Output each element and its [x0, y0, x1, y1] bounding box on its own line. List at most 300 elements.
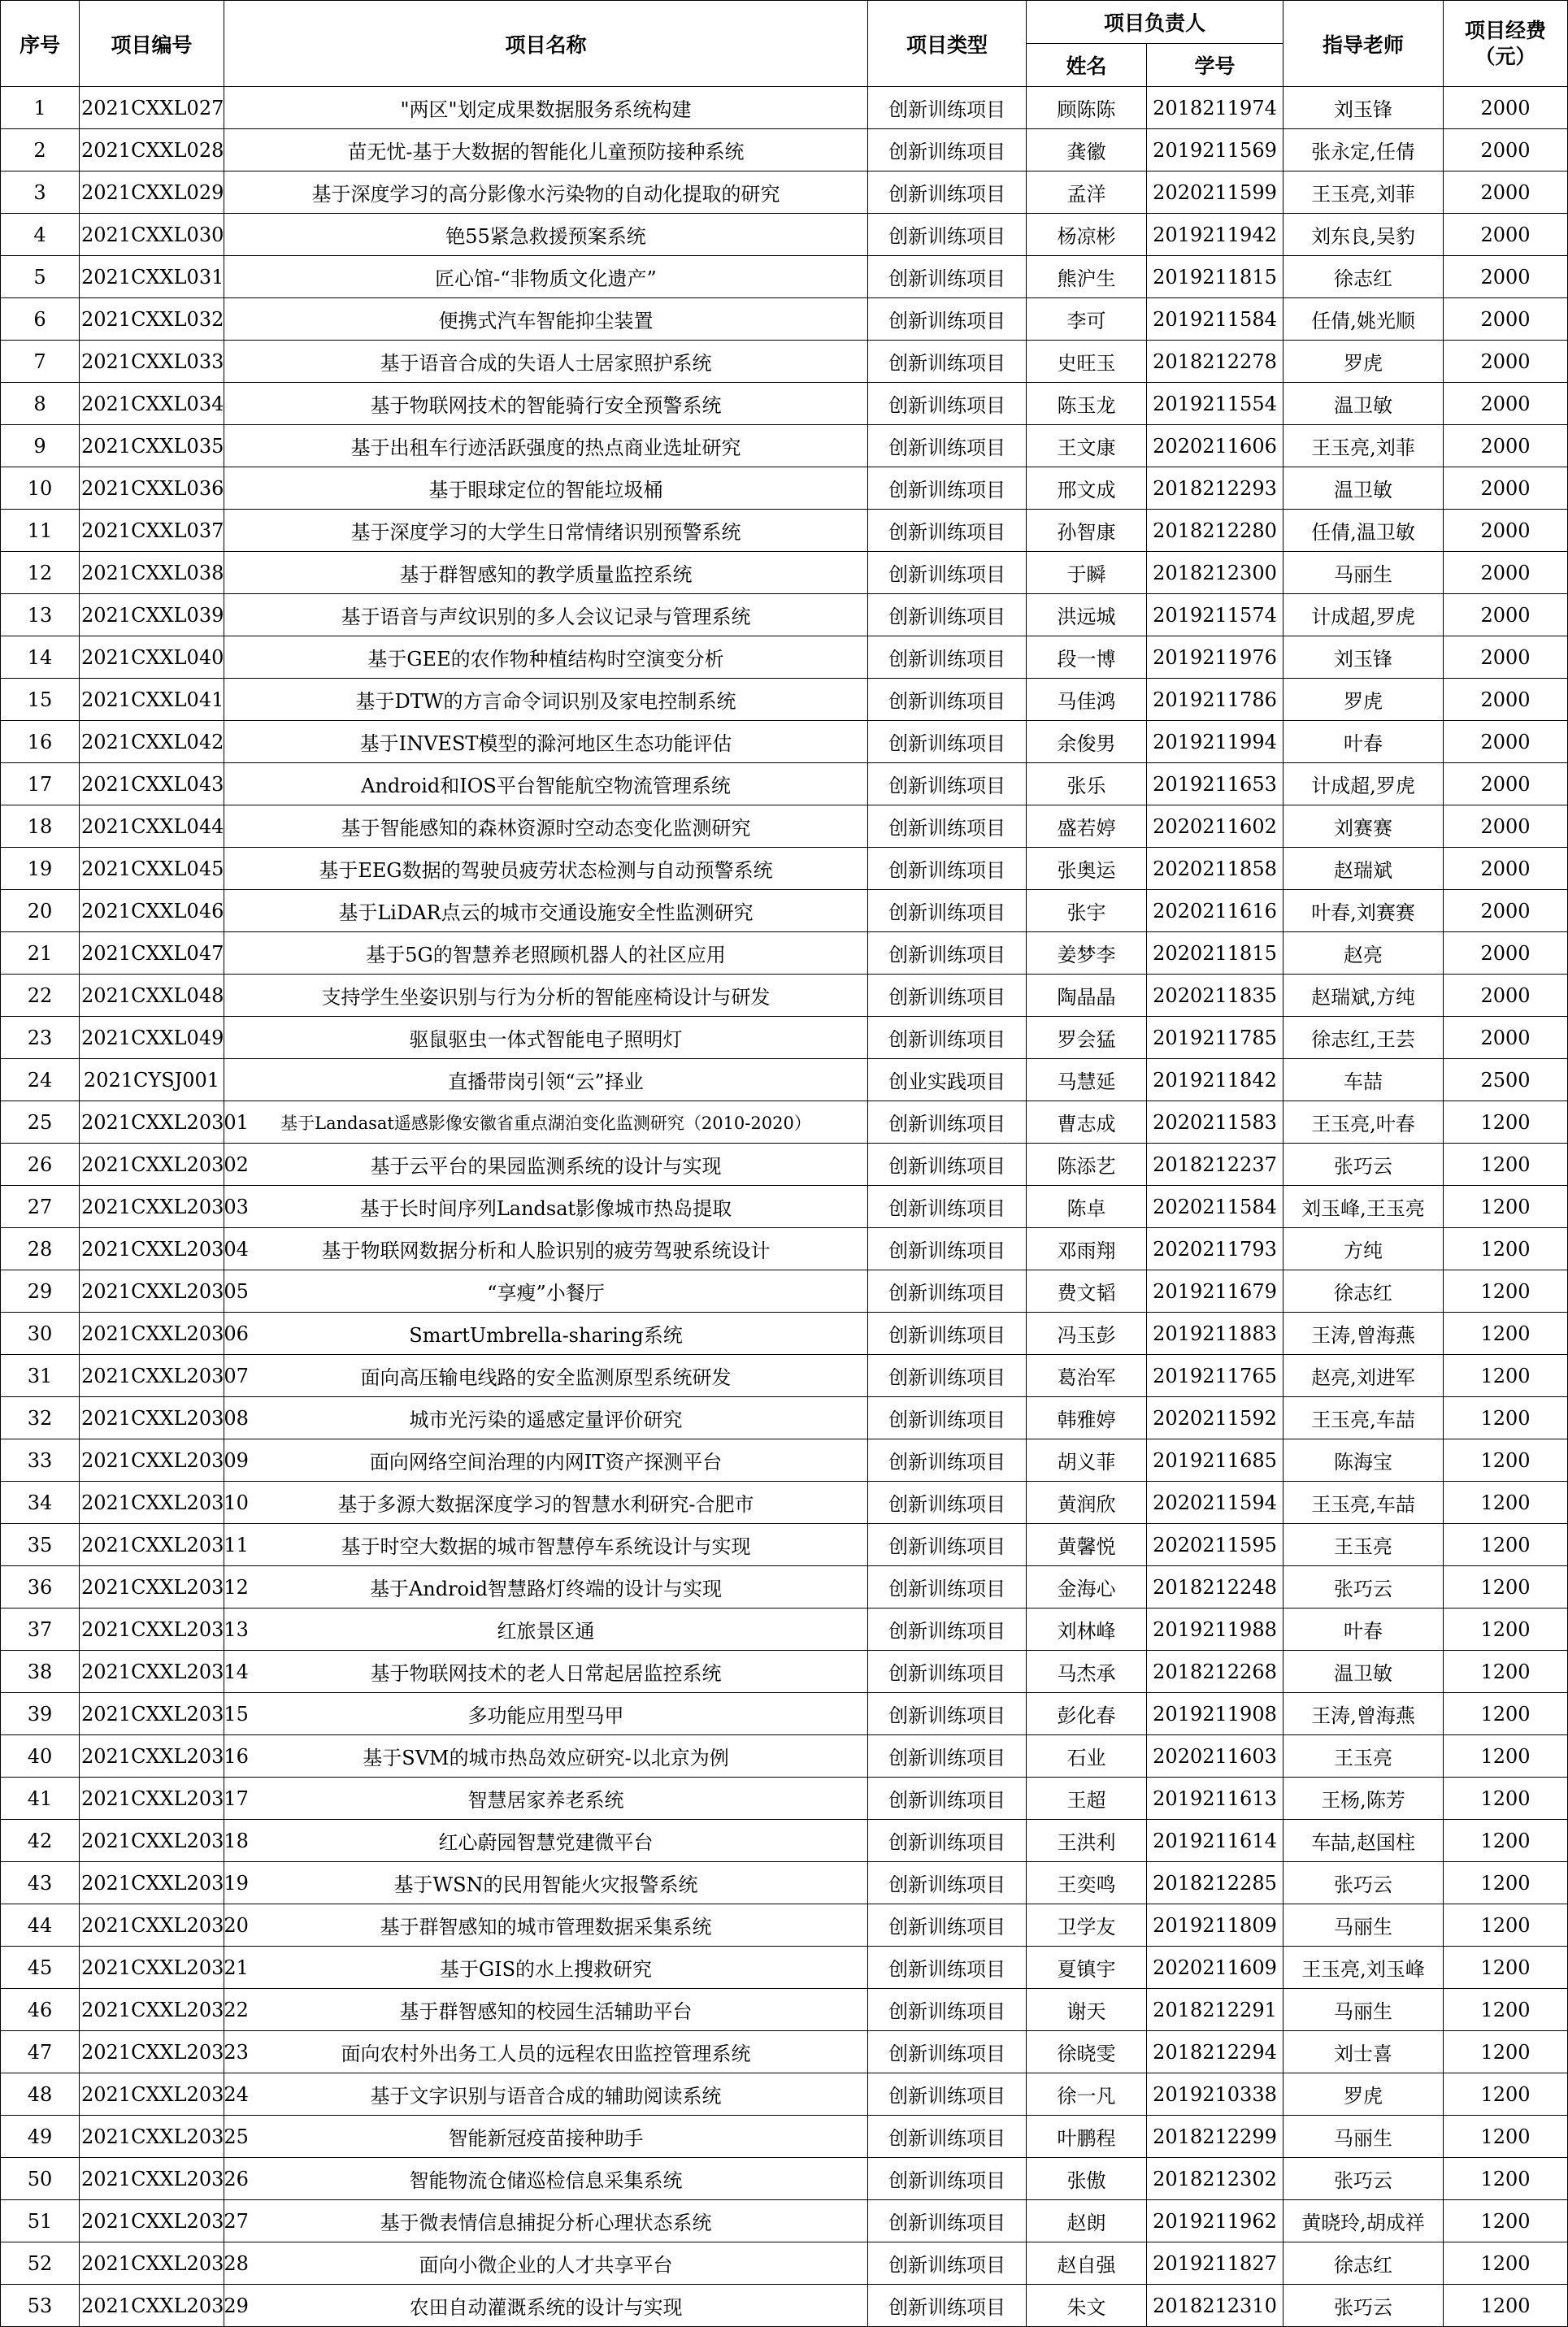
cell-project-name: 多功能应用型马甲 — [224, 1693, 868, 1735]
table-row — [1, 1862, 1568, 1904]
cell-leader-name: 姜梦李 — [1027, 932, 1147, 975]
cell-student-id: 2018212299 — [1147, 2116, 1284, 2158]
cell-student-id: 2020211603 — [1147, 1735, 1284, 1778]
cell-leader-name: 王文康 — [1027, 425, 1147, 467]
cell-project-type: 创新训练项目 — [868, 383, 1027, 425]
cell-leader-name: 陈玉龙 — [1027, 383, 1147, 425]
table-row — [1, 1820, 1568, 1862]
cell-project-name: 基于群智感知的校园生活辅助平台 — [224, 1989, 868, 2031]
cell-project-type: 创新训练项目 — [868, 1608, 1027, 1651]
cell-advisor: 任倩,温卫敏 — [1284, 510, 1444, 552]
cell-fund: 1200 — [1444, 1144, 1568, 1186]
cell-fund: 1200 — [1444, 1693, 1568, 1735]
cell-fund: 2000 — [1444, 1017, 1568, 1059]
cell-project-type: 创新训练项目 — [868, 1101, 1027, 1144]
cell-student-id: 2018212237 — [1147, 1144, 1284, 1186]
cell-code: 2021CXXL028 — [80, 129, 224, 171]
cell-student-id: 2020211602 — [1147, 805, 1284, 848]
cell-code: 2021CXXL043 — [80, 763, 224, 805]
cell-code: 2021CXXL029 — [80, 171, 224, 214]
cell-leader-name: 费文韬 — [1027, 1270, 1147, 1313]
cell-fund: 2000 — [1444, 975, 1568, 1017]
cell-fund: 2000 — [1444, 552, 1568, 594]
table-row — [1, 1355, 1568, 1397]
cell-seq: 38 — [1, 1651, 80, 1693]
cell-seq: 32 — [1, 1397, 80, 1439]
cell-project-name: 基于出租车行迹活跃强度的热点商业选址研究 — [224, 425, 868, 467]
table-row — [1, 129, 1568, 171]
cell-seq: 31 — [1, 1355, 80, 1397]
cell-project-type: 创新训练项目 — [868, 679, 1027, 721]
cell-seq: 52 — [1, 2242, 80, 2285]
table-row — [1, 510, 1568, 552]
cell-student-id: 2018212280 — [1147, 510, 1284, 552]
cell-student-id: 2019211976 — [1147, 636, 1284, 679]
cell-student-id: 2020211616 — [1147, 890, 1284, 932]
cell-student-id: 2019211842 — [1147, 1059, 1284, 1101]
cell-fund: 2000 — [1444, 594, 1568, 636]
table-row — [1, 1228, 1568, 1270]
cell-seq: 43 — [1, 1862, 80, 1904]
cell-leader-name: 张乐 — [1027, 763, 1147, 805]
table-row — [1, 425, 1568, 467]
table-row — [1, 341, 1568, 383]
table-row — [1, 2285, 1568, 2327]
cell-project-type: 创新训练项目 — [868, 1228, 1027, 1270]
cell-project-type: 创新训练项目 — [868, 214, 1027, 256]
cell-project-name: 基于云平台的果园监测系统的设计与实现 — [224, 1144, 868, 1186]
cell-seq: 26 — [1, 1144, 80, 1186]
cell-leader-name: 叶鹏程 — [1027, 2116, 1147, 2158]
cell-fund: 1200 — [1444, 1651, 1568, 1693]
cell-seq: 8 — [1, 383, 80, 425]
cell-project-type: 创新训练项目 — [868, 87, 1027, 129]
cell-advisor: 车喆 — [1284, 1059, 1444, 1101]
cell-seq: 42 — [1, 1820, 80, 1862]
cell-student-id: 2020211583 — [1147, 1101, 1284, 1144]
cell-project-name: 基于WSN的民用智能火灾报警系统 — [224, 1862, 868, 1904]
cell-fund: 2000 — [1444, 383, 1568, 425]
cell-seq: 53 — [1, 2285, 80, 2327]
cell-leader-name: 韩雅婷 — [1027, 1397, 1147, 1439]
table-row — [1, 1270, 1568, 1313]
cell-project-type: 创新训练项目 — [868, 1524, 1027, 1566]
cell-fund: 2500 — [1444, 1059, 1568, 1101]
cell-code: 2021CXXL033 — [80, 341, 224, 383]
cell-student-id: 2019211809 — [1147, 1904, 1284, 1947]
cell-seq: 19 — [1, 848, 80, 890]
cell-code: 2021CYSJ001 — [80, 1059, 224, 1101]
cell-student-id: 2019211988 — [1147, 1608, 1284, 1651]
cell-seq: 2 — [1, 129, 80, 171]
cell-project-name: 基于EEG数据的驾驶员疲劳状态检测与自动预警系统 — [224, 848, 868, 890]
cell-code: 2021CXXL20326 — [80, 2158, 224, 2200]
cell-fund: 1200 — [1444, 1904, 1568, 1947]
cell-advisor: 王玉亮,车喆 — [1284, 1397, 1444, 1439]
cell-project-name: 基于LiDAR点云的城市交通设施安全性监测研究 — [224, 890, 868, 932]
cell-project-type: 创新训练项目 — [868, 1144, 1027, 1186]
cell-student-id: 2019211785 — [1147, 1017, 1284, 1059]
cell-seq: 29 — [1, 1270, 80, 1313]
cell-advisor: 罗虎 — [1284, 341, 1444, 383]
cell-project-type: 创新训练项目 — [868, 129, 1027, 171]
cell-project-type: 创新训练项目 — [868, 256, 1027, 298]
cell-leader-name: 洪远城 — [1027, 594, 1147, 636]
cell-code: 2021CXXL20306 — [80, 1313, 224, 1355]
cell-seq: 11 — [1, 510, 80, 552]
cell-project-name: 基于GEE的农作物种植结构时空演变分析 — [224, 636, 868, 679]
cell-project-name: 直播带岗引领“云”择业 — [224, 1059, 868, 1101]
cell-seq: 4 — [1, 214, 80, 256]
cell-student-id: 2020211595 — [1147, 1524, 1284, 1566]
header-name: 项目名称 — [224, 1, 868, 87]
table-row — [1, 848, 1568, 890]
cell-student-id: 2019211962 — [1147, 2200, 1284, 2242]
cell-student-id: 2019211942 — [1147, 214, 1284, 256]
cell-code: 2021CXXL20314 — [80, 1651, 224, 1693]
cell-code: 2021CXXL047 — [80, 932, 224, 975]
cell-project-name: 红心蔚园智慧党建微平台 — [224, 1820, 868, 1862]
table-row — [1, 1947, 1568, 1989]
cell-project-type: 创新训练项目 — [868, 1651, 1027, 1693]
cell-project-name: “享瘦”小餐厅 — [224, 1270, 868, 1313]
cell-project-name: 基于DTW的方言命令词识别及家电控制系统 — [224, 679, 868, 721]
cell-advisor: 刘赛赛 — [1284, 805, 1444, 848]
cell-seq: 21 — [1, 932, 80, 975]
cell-leader-name: 龚徽 — [1027, 129, 1147, 171]
table-row — [1, 1608, 1568, 1651]
cell-leader-name: 彭化春 — [1027, 1693, 1147, 1735]
cell-code: 2021CXXL044 — [80, 805, 224, 848]
cell-advisor: 赵亮 — [1284, 932, 1444, 975]
cell-advisor: 王玉亮 — [1284, 1524, 1444, 1566]
cell-leader-name: 李可 — [1027, 298, 1147, 341]
cell-fund: 1200 — [1444, 1186, 1568, 1228]
cell-project-type: 创新训练项目 — [868, 1735, 1027, 1778]
cell-advisor: 黄晓玲,胡成祥 — [1284, 2200, 1444, 2242]
cell-leader-name: 罗会猛 — [1027, 1017, 1147, 1059]
cell-fund: 2000 — [1444, 425, 1568, 467]
cell-project-name: 基于INVEST模型的滁河地区生态功能评估 — [224, 721, 868, 763]
cell-seq: 20 — [1, 890, 80, 932]
cell-project-name: 基于深度学习的高分影像水污染物的自动化提取的研究 — [224, 171, 868, 214]
cell-project-type: 创新训练项目 — [868, 1989, 1027, 2031]
cell-advisor: 王杨,陈芳 — [1284, 1778, 1444, 1820]
cell-fund: 2000 — [1444, 298, 1568, 341]
cell-seq: 39 — [1, 1693, 80, 1735]
cell-fund: 1200 — [1444, 1820, 1568, 1862]
cell-project-type: 创新训练项目 — [868, 1313, 1027, 1355]
cell-project-name: 基于物联网技术的智能骑行安全预警系统 — [224, 383, 868, 425]
cell-fund: 1200 — [1444, 1439, 1568, 1482]
cell-seq: 12 — [1, 552, 80, 594]
cell-code: 2021CXXL035 — [80, 425, 224, 467]
cell-code: 2021CXXL048 — [80, 975, 224, 1017]
cell-advisor: 王涛,曾海燕 — [1284, 1693, 1444, 1735]
cell-seq: 30 — [1, 1313, 80, 1355]
table-row — [1, 805, 1568, 848]
cell-project-type: 创新训练项目 — [868, 1778, 1027, 1820]
cell-seq: 37 — [1, 1608, 80, 1651]
table-row — [1, 1059, 1568, 1101]
cell-seq: 41 — [1, 1778, 80, 1820]
cell-fund: 1200 — [1444, 1270, 1568, 1313]
cell-advisor: 徐志红 — [1284, 2242, 1444, 2285]
cell-project-type: 创新训练项目 — [868, 2158, 1027, 2200]
cell-code: 2021CXXL20327 — [80, 2200, 224, 2242]
cell-project-name: 基于智能感知的森林资源时空动态变化监测研究 — [224, 805, 868, 848]
cell-student-id: 2019211765 — [1147, 1355, 1284, 1397]
cell-seq: 9 — [1, 425, 80, 467]
cell-code: 2021CXXL20312 — [80, 1566, 224, 1608]
cell-fund: 1200 — [1444, 1313, 1568, 1355]
table-row — [1, 636, 1568, 679]
cell-seq: 5 — [1, 256, 80, 298]
cell-project-name: 面向农村外出务工人员的远程农田监控管理系统 — [224, 2031, 868, 2073]
cell-code: 2021CXXL027 — [80, 87, 224, 129]
cell-project-type: 创新训练项目 — [868, 636, 1027, 679]
cell-seq: 27 — [1, 1186, 80, 1228]
cell-student-id: 2018212294 — [1147, 2031, 1284, 2073]
cell-code: 2021CXXL031 — [80, 256, 224, 298]
table-row — [1, 1017, 1568, 1059]
cell-leader-name: 马杰承 — [1027, 1651, 1147, 1693]
cell-project-name: 基于Landasat遥感影像安徽省重点湖泊变化监测研究（2010-2020） — [224, 1101, 868, 1144]
cell-leader-name: 张傲 — [1027, 2158, 1147, 2200]
cell-project-name: Android和IOS平台智能航空物流管理系统 — [224, 763, 868, 805]
table-row — [1, 2200, 1568, 2242]
header-leader-id: 学号 — [1147, 44, 1284, 87]
cell-fund: 1200 — [1444, 2158, 1568, 2200]
cell-project-type: 创新训练项目 — [868, 1186, 1027, 1228]
cell-seq: 23 — [1, 1017, 80, 1059]
cell-student-id: 2019210338 — [1147, 2073, 1284, 2116]
cell-advisor: 车喆,赵国柱 — [1284, 1820, 1444, 1862]
cell-fund: 1200 — [1444, 1101, 1568, 1144]
cell-leader-name: 史旺玉 — [1027, 341, 1147, 383]
cell-code: 2021CXXL20328 — [80, 2242, 224, 2285]
cell-seq: 45 — [1, 1947, 80, 1989]
cell-leader-name: 王超 — [1027, 1778, 1147, 1820]
table-row — [1, 679, 1568, 721]
table-row — [1, 1144, 1568, 1186]
cell-fund: 2000 — [1444, 171, 1568, 214]
cell-leader-name: 金海心 — [1027, 1566, 1147, 1608]
cell-seq: 49 — [1, 2116, 80, 2158]
cell-code: 2021CXXL045 — [80, 848, 224, 890]
cell-advisor: 刘玉锋 — [1284, 636, 1444, 679]
cell-seq: 6 — [1, 298, 80, 341]
table-row — [1, 467, 1568, 510]
cell-fund: 2000 — [1444, 341, 1568, 383]
cell-project-type: 创新训练项目 — [868, 1862, 1027, 1904]
cell-advisor: 马丽生 — [1284, 2116, 1444, 2158]
cell-project-name: 面向网络空间治理的内网IT资产探测平台 — [224, 1439, 868, 1482]
table-row — [1, 721, 1568, 763]
cell-student-id: 2018211974 — [1147, 87, 1284, 129]
cell-advisor: 刘士喜 — [1284, 2031, 1444, 2073]
cell-advisor: 张巧云 — [1284, 1862, 1444, 1904]
cell-leader-name: 黄馨悦 — [1027, 1524, 1147, 1566]
cell-leader-name: 段一博 — [1027, 636, 1147, 679]
cell-student-id: 2020211858 — [1147, 848, 1284, 890]
cell-project-name: 红旅景区通 — [224, 1608, 868, 1651]
cell-leader-name: 冯玉彭 — [1027, 1313, 1147, 1355]
cell-advisor: 马丽生 — [1284, 1904, 1444, 1947]
table-row — [1, 1989, 1568, 2031]
cell-fund: 1200 — [1444, 2073, 1568, 2116]
cell-project-type: 创新训练项目 — [868, 2031, 1027, 2073]
cell-advisor: 王玉亮,刘菲 — [1284, 171, 1444, 214]
cell-project-name: 基于物联网数据分析和人脸识别的疲劳驾驶系统设计 — [224, 1228, 868, 1270]
cell-project-name: 支持学生坐姿识别与行为分析的智能座椅设计与研发 — [224, 975, 868, 1017]
cell-leader-name: 马佳鸿 — [1027, 679, 1147, 721]
cell-student-id: 2018212293 — [1147, 467, 1284, 510]
cell-leader-name: 邢文成 — [1027, 467, 1147, 510]
cell-advisor: 徐志红 — [1284, 1270, 1444, 1313]
table-row — [1, 1778, 1568, 1820]
cell-leader-name: 谢天 — [1027, 1989, 1147, 2031]
cell-project-name: 基于Android智慧路灯终端的设计与实现 — [224, 1566, 868, 1608]
cell-student-id: 2020211793 — [1147, 1228, 1284, 1270]
table-row — [1, 383, 1568, 425]
cell-advisor: 罗虎 — [1284, 2073, 1444, 2116]
cell-code: 2021CXXL20301 — [80, 1101, 224, 1144]
cell-leader-name: 于瞬 — [1027, 552, 1147, 594]
cell-fund: 2000 — [1444, 932, 1568, 975]
table-row — [1, 1904, 1568, 1947]
header-seq: 序号 — [1, 1, 80, 87]
cell-leader-name: 陶晶晶 — [1027, 975, 1147, 1017]
cell-fund: 1200 — [1444, 2242, 1568, 2285]
cell-seq: 40 — [1, 1735, 80, 1778]
cell-fund: 1200 — [1444, 2031, 1568, 2073]
cell-seq: 15 — [1, 679, 80, 721]
cell-code: 2021CXXL030 — [80, 214, 224, 256]
cell-leader-name: 盛若婷 — [1027, 805, 1147, 848]
cell-code: 2021CXXL20303 — [80, 1186, 224, 1228]
cell-advisor: 王玉亮,刘玉峰 — [1284, 1947, 1444, 1989]
cell-project-type: 创新训练项目 — [868, 594, 1027, 636]
table-row — [1, 763, 1568, 805]
cell-advisor: 罗虎 — [1284, 679, 1444, 721]
cell-project-name: 苗无忧-基于大数据的智能化儿童预防接种系统 — [224, 129, 868, 171]
cell-fund: 2000 — [1444, 721, 1568, 763]
cell-fund: 1200 — [1444, 2116, 1568, 2158]
cell-project-name: "两区"划定成果数据服务系统构建 — [224, 87, 868, 129]
cell-project-type: 创新训练项目 — [868, 2073, 1027, 2116]
cell-student-id: 2018212300 — [1147, 552, 1284, 594]
cell-project-type: 创新训练项目 — [868, 975, 1027, 1017]
cell-fund: 1200 — [1444, 2285, 1568, 2327]
cell-student-id: 2018212302 — [1147, 2158, 1284, 2200]
cell-code: 2021CXXL049 — [80, 1017, 224, 1059]
cell-fund: 1200 — [1444, 1355, 1568, 1397]
cell-leader-name: 孙智康 — [1027, 510, 1147, 552]
cell-advisor: 王涛,曾海燕 — [1284, 1313, 1444, 1355]
cell-leader-name: 张奥运 — [1027, 848, 1147, 890]
cell-student-id: 2019211613 — [1147, 1778, 1284, 1820]
cell-seq: 22 — [1, 975, 80, 1017]
table-row — [1, 1566, 1568, 1608]
cell-leader-name: 刘林峰 — [1027, 1608, 1147, 1651]
cell-project-type: 创业实践项目 — [868, 1059, 1027, 1101]
cell-leader-name: 陈添艺 — [1027, 1144, 1147, 1186]
cell-advisor: 叶春,刘赛赛 — [1284, 890, 1444, 932]
cell-code: 2021CXXL046 — [80, 890, 224, 932]
header-type: 项目类型 — [868, 1, 1027, 87]
cell-leader-name: 葛治军 — [1027, 1355, 1147, 1397]
cell-leader-name: 朱文 — [1027, 2285, 1147, 2327]
table-row — [1, 298, 1568, 341]
cell-advisor: 张巧云 — [1284, 1566, 1444, 1608]
cell-advisor: 温卫敏 — [1284, 383, 1444, 425]
cell-student-id: 2020211599 — [1147, 171, 1284, 214]
cell-project-type: 创新训练项目 — [868, 1439, 1027, 1482]
cell-student-id: 2018212248 — [1147, 1566, 1284, 1608]
cell-project-type: 创新训练项目 — [868, 1947, 1027, 1989]
cell-student-id: 2019211584 — [1147, 298, 1284, 341]
cell-fund: 2000 — [1444, 636, 1568, 679]
cell-code: 2021CXXL040 — [80, 636, 224, 679]
cell-leader-name: 石业 — [1027, 1735, 1147, 1778]
table-row — [1, 87, 1568, 129]
cell-project-name: 基于群智感知的教学质量监控系统 — [224, 552, 868, 594]
cell-student-id: 2019211653 — [1147, 763, 1284, 805]
header-fund — [1444, 1, 1568, 87]
cell-student-id: 2018212310 — [1147, 2285, 1284, 2327]
cell-project-name: 基于群智感知的城市管理数据采集系统 — [224, 1904, 868, 1947]
cell-project-type: 创新训练项目 — [868, 552, 1027, 594]
cell-leader-name: 邓雨翔 — [1027, 1228, 1147, 1270]
cell-fund: 1200 — [1444, 1989, 1568, 2031]
cell-fund: 2000 — [1444, 129, 1568, 171]
cell-advisor: 计成超,罗虎 — [1284, 594, 1444, 636]
cell-project-name: 智慧居家养老系统 — [224, 1778, 868, 1820]
cell-code: 2021CXXL20308 — [80, 1397, 224, 1439]
cell-project-name: SmartUmbrella-sharing系统 — [224, 1313, 868, 1355]
cell-project-type: 创新训练项目 — [868, 2242, 1027, 2285]
table-row — [1, 214, 1568, 256]
cell-advisor: 马丽生 — [1284, 1989, 1444, 2031]
header-code: 项目编号 — [80, 1, 224, 87]
cell-code: 2021CXXL036 — [80, 467, 224, 510]
cell-project-type: 创新训练项目 — [868, 721, 1027, 763]
cell-leader-name: 陈卓 — [1027, 1186, 1147, 1228]
cell-advisor: 温卫敏 — [1284, 467, 1444, 510]
cell-leader-name: 孟洋 — [1027, 171, 1147, 214]
table-row — [1, 256, 1568, 298]
cell-project-name: 基于语音与声纹识别的多人会议记录与管理系统 — [224, 594, 868, 636]
cell-project-type: 创新训练项目 — [868, 2200, 1027, 2242]
table-row — [1, 2242, 1568, 2285]
cell-fund: 1200 — [1444, 1397, 1568, 1439]
cell-project-type: 创新训练项目 — [868, 341, 1027, 383]
cell-project-type: 创新训练项目 — [868, 2285, 1027, 2327]
cell-project-type: 创新训练项目 — [868, 510, 1027, 552]
cell-code: 2021CXXL20310 — [80, 1482, 224, 1524]
cell-student-id: 2020211584 — [1147, 1186, 1284, 1228]
cell-code: 2021CXXL20320 — [80, 1904, 224, 1947]
cell-student-id: 2019211569 — [1147, 129, 1284, 171]
cell-code: 2021CXXL20309 — [80, 1439, 224, 1482]
header-leader: 项目负责人 — [1027, 1, 1284, 44]
cell-student-id: 2020211594 — [1147, 1482, 1284, 1524]
cell-advisor: 张巧云 — [1284, 2158, 1444, 2200]
cell-leader-name: 徐晓雯 — [1027, 2031, 1147, 2073]
header-fund-line1: 项目经费 — [1465, 18, 1547, 42]
cell-advisor: 赵瑞斌,方纯 — [1284, 975, 1444, 1017]
